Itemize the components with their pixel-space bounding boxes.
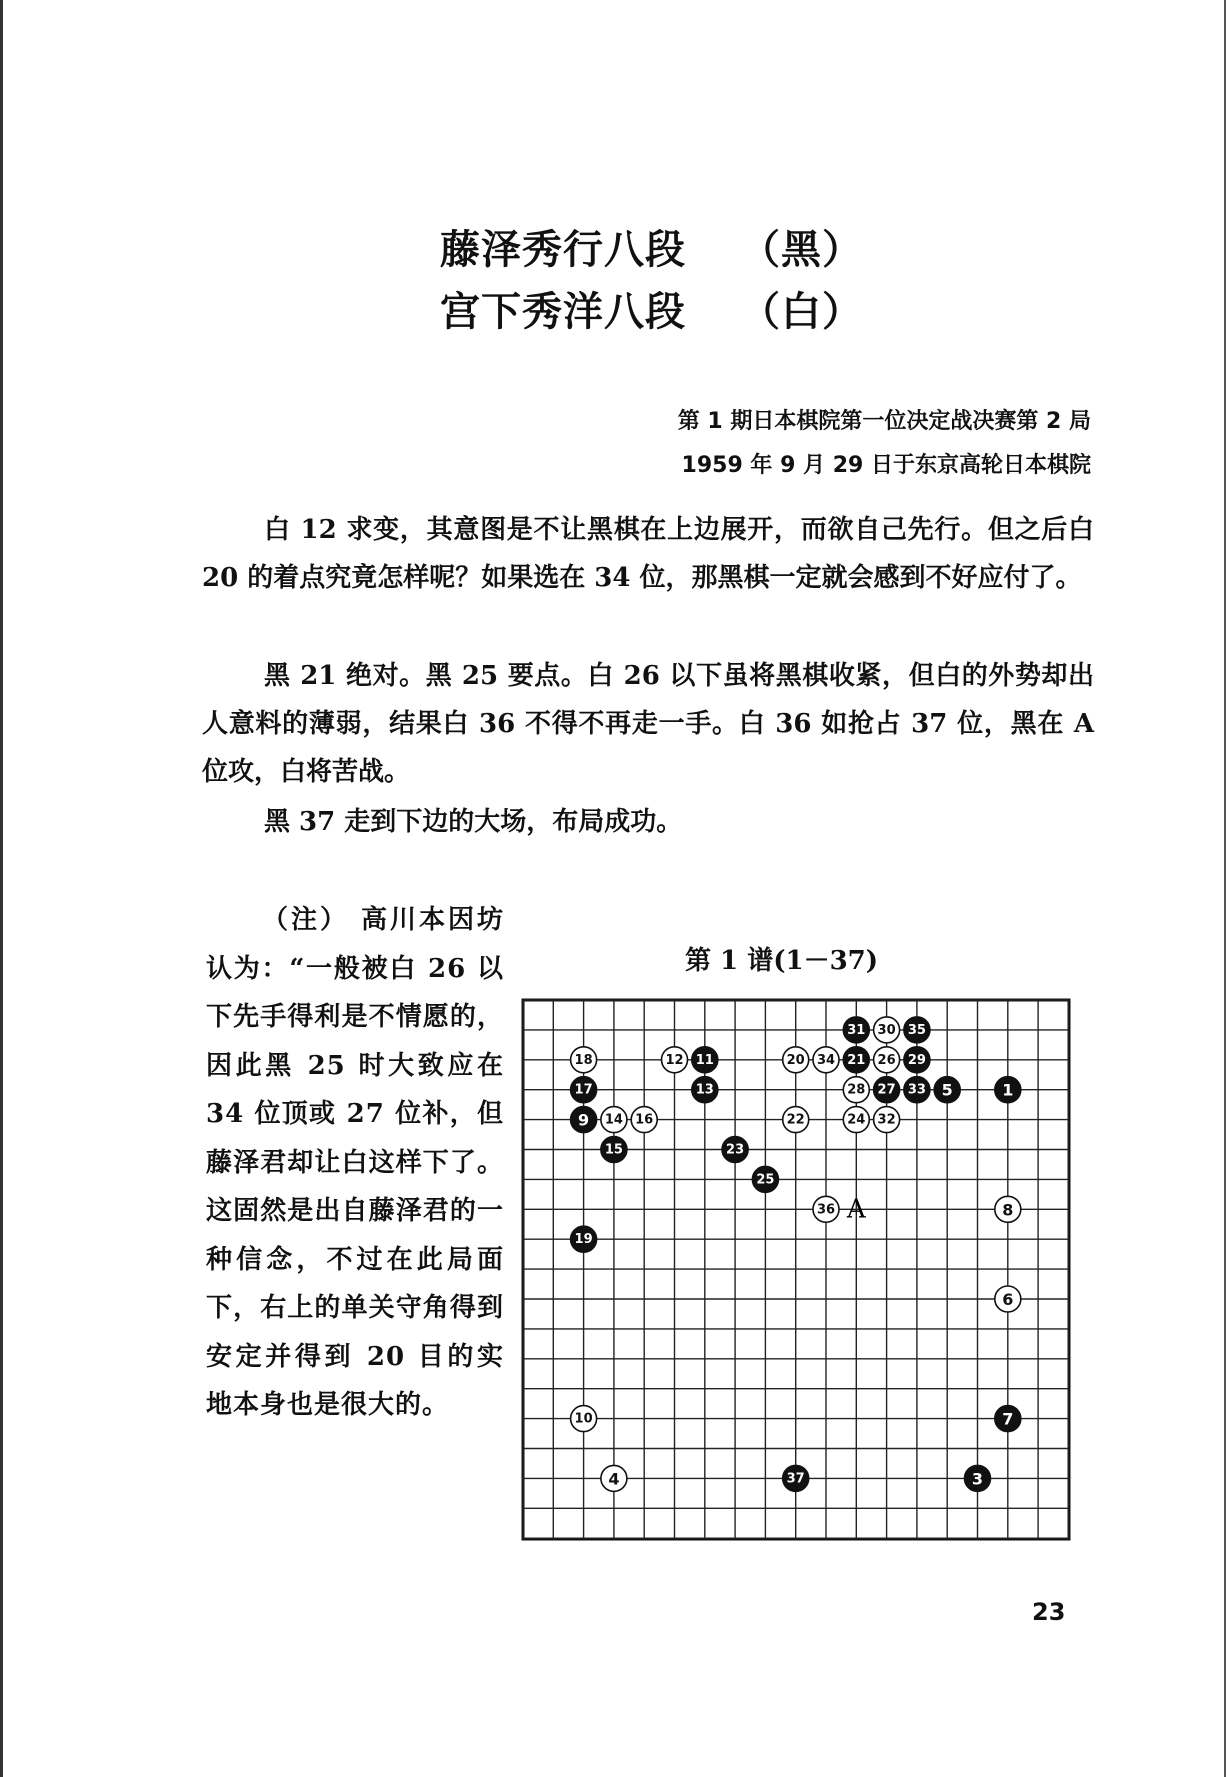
black-stone xyxy=(601,1137,627,1163)
black-stone xyxy=(965,1465,991,1491)
black-stone xyxy=(722,1137,748,1163)
black-stone xyxy=(571,1077,597,1103)
black-stone xyxy=(904,1047,930,1073)
black-stone xyxy=(571,1226,597,1252)
white-stone xyxy=(571,1047,597,1073)
game-date-place: 1959 年 9 月 29 日于东京高轮日本棋院 xyxy=(681,453,1091,478)
stone-number: 27 xyxy=(877,1082,896,1098)
stone-number: 1 xyxy=(1002,1080,1014,1100)
white-stone xyxy=(995,1286,1021,1312)
black-stone xyxy=(904,1077,930,1103)
stone-number: 24 xyxy=(847,1112,866,1128)
white-stone xyxy=(601,1107,627,1133)
stone-number: 34 xyxy=(816,1052,836,1068)
stone-number: 4 xyxy=(608,1469,620,1489)
stone-number: 26 xyxy=(877,1052,896,1068)
white-stone xyxy=(783,1047,809,1073)
stone-number: 18 xyxy=(574,1052,593,1068)
white-stone xyxy=(662,1047,688,1073)
stone-number: 15 xyxy=(604,1142,623,1158)
black-stone xyxy=(783,1465,809,1491)
white-stone xyxy=(843,1077,869,1103)
go-board-diagram xyxy=(520,997,1072,1542)
stone-number: 17 xyxy=(574,1082,593,1098)
black-stone xyxy=(692,1077,718,1103)
stone-number: 8 xyxy=(1002,1200,1014,1220)
black-stone xyxy=(904,1017,930,1043)
stone-number: 36 xyxy=(816,1202,836,1218)
side-note: （注） 高川本因坊认为：“一般被白 26 以下先手得利是不情愿的，因此黑 25 时大致应在 34 位顶或 27 位补，但藤泽君却让白这样下了。这固然是出自藤泽君的一种信念，不过在此局面下，右上的单关守角得到安定并得到 20 目的实地本身也是很大的。 xyxy=(206,905,504,1420)
commentary-paragraph: 黑 37 走到下边的大场，布局成功。 xyxy=(264,807,683,837)
stone-number: 20 xyxy=(786,1052,805,1068)
point-a-marker: A xyxy=(846,1194,866,1225)
white-stone xyxy=(813,1196,839,1222)
black-stone xyxy=(692,1047,718,1073)
black-stone xyxy=(995,1077,1021,1103)
stone-number: 14 xyxy=(604,1112,623,1128)
stone-number: 6 xyxy=(1002,1290,1014,1309)
stone-number: 22 xyxy=(786,1112,805,1128)
stone-number: 25 xyxy=(756,1172,775,1188)
white-stone xyxy=(813,1047,839,1073)
stone-number: 35 xyxy=(907,1022,926,1038)
page-number: 23 xyxy=(1032,1598,1066,1626)
black-stone xyxy=(934,1077,960,1103)
white-stone xyxy=(571,1406,597,1432)
stone-number: 13 xyxy=(695,1082,714,1098)
white-stone xyxy=(631,1107,657,1133)
stone-number: 37 xyxy=(786,1471,805,1487)
white-stone xyxy=(874,1017,900,1043)
stone-number: 33 xyxy=(907,1082,926,1098)
stone-number: 16 xyxy=(635,1112,654,1128)
commentary-paragraph: 黑 21 绝对。黑 25 要点。白 26 以下虽将黑棋收紧，但白的外势却出人意料的薄弱，结果白 36 不得不再走一手。白 36 如抢占 37 位，黑在 A 位攻，白将苦战。 xyxy=(202,661,1094,787)
stone-number: 32 xyxy=(877,1112,896,1128)
white-color-label: （白） xyxy=(740,289,863,335)
white-stone xyxy=(601,1465,627,1491)
black-stone xyxy=(843,1017,869,1043)
black-color-label: （黑） xyxy=(740,227,863,273)
stone-number: 10 xyxy=(574,1411,593,1427)
stone-number: 12 xyxy=(665,1052,684,1068)
game-event: 第 1 期日本棋院第一位决定战决赛第 2 局 xyxy=(677,409,1091,434)
white-player-title xyxy=(440,280,880,337)
stone-number: 29 xyxy=(907,1052,926,1068)
black-stone xyxy=(843,1047,869,1073)
black-player-name: 藤泽秀行八段 xyxy=(440,227,686,273)
black-stone xyxy=(874,1077,900,1103)
stone-number: 3 xyxy=(971,1469,984,1489)
stone-number: 9 xyxy=(578,1110,590,1130)
stone-number: 23 xyxy=(726,1142,745,1158)
board-grid xyxy=(523,1000,1069,1539)
commentary-paragraph: 白 12 求变，其意图是不让黑棋在上边展开，而欲自己先行。但之后白 20 的着点究竟怎样呢？如果选在 34 位，那黑棋一定就会感到不好应付了。 xyxy=(202,515,1094,593)
stone-number: 31 xyxy=(847,1022,866,1038)
black-stone xyxy=(995,1406,1021,1432)
stone-number: 21 xyxy=(847,1052,866,1068)
diagram-caption: 第 1 谱(1－37) xyxy=(685,946,879,976)
stone-number: 11 xyxy=(695,1052,714,1068)
stone-number: 7 xyxy=(1002,1409,1014,1429)
white-player-name: 宫下秀洋八段 xyxy=(440,289,686,335)
black-player-title xyxy=(440,218,880,275)
stone-number: 30 xyxy=(877,1022,896,1038)
white-stone xyxy=(995,1196,1021,1222)
black-stone xyxy=(752,1166,778,1192)
white-stone xyxy=(874,1107,900,1133)
white-stone xyxy=(783,1107,809,1133)
black-stone xyxy=(571,1107,597,1133)
stone-number: 19 xyxy=(574,1232,593,1248)
white-stone xyxy=(843,1107,869,1133)
stone-number: 5 xyxy=(941,1080,953,1100)
white-stone xyxy=(874,1047,900,1073)
stone-number: 28 xyxy=(847,1082,866,1098)
